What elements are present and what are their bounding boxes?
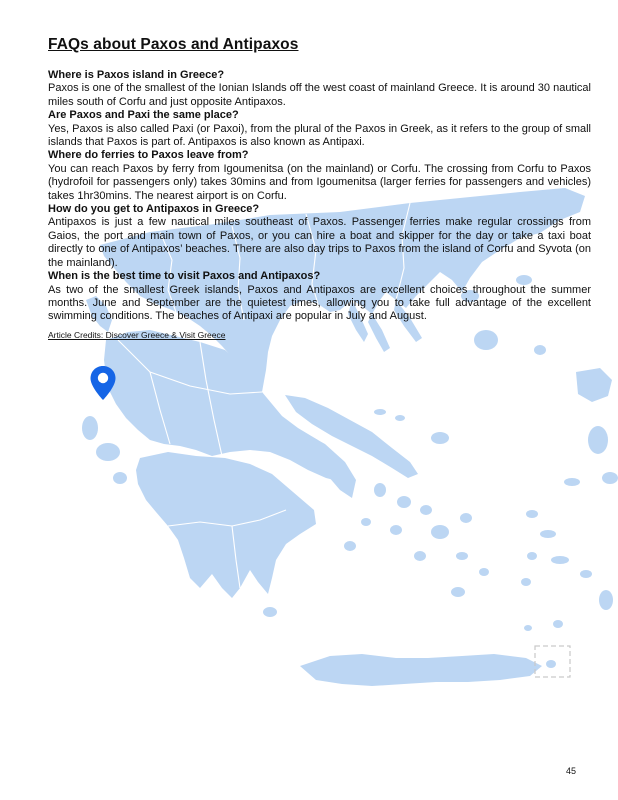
faq-question: Where do ferries to Paxos leave from? — [48, 149, 249, 162]
faq-answer: Yes, Paxos is also called Paxi (or Paxoi), from the plural of the Paxos in Greek, as it refers to the group of small islands that Paxos is part of. Antipaxos is also known as Antipaxi. — [48, 122, 591, 149]
faq-question: When is the best time to visit Paxos and Antipaxos? — [48, 270, 321, 283]
article-credits-link[interactable]: Article Credits: Discover Greece & Visit Greece — [48, 330, 226, 340]
page-number: 45 — [566, 766, 577, 776]
faq-question: Are Paxos and Paxi the same place? — [48, 109, 239, 122]
faq-answer: As two of the smallest Greek islands, Paxos and Antipaxos are excellent choices throughout the summer months. June and September are the quietest times, allowing you to take full advantage of the excellent swimming conditions. The beaches of Antipaxi are popular in July and August. — [48, 283, 591, 323]
faq-answer: Antipaxos is just a few nautical miles southeast of Paxos. Passenger ferries make regular crossings from Gaios, the port and main town of Paxos, or you can hire a boat and skipper for the day or take a taxi boat directly to one of Antipaxos’ beaches. There are also day trips to Paxos from the island of Corfu and Syvota (on the mainland). — [48, 216, 591, 269]
faq-answer: Paxos is one of the smallest of the Ionian Islands off the west coast of mainland Greece. It is around 30 nautical miles south of Corfu and just opposite Antipaxos. — [48, 82, 591, 108]
faq-section — [48, 36, 591, 324]
map-pin-icon — [89, 365, 117, 401]
faq-question: How do you get to Antipaxos in Greece? — [48, 203, 260, 216]
faq-answer: You can reach Paxos by ferry from Igoumenitsa (on the mainland) or Corfu. The crossing from Corfu to Paxos (hydrofoil for passengers only) takes 30mins and from Igoumenitsa (larger ferries for passengers and vehicles) takes 1hr30mins. The nearest airport is on Corfu. — [48, 162, 591, 202]
faq-question: Where is Paxos island in Greece? — [48, 69, 225, 81]
page-title: FAQs about Paxos and Antipaxos — [48, 36, 299, 53]
map-crete — [300, 654, 542, 686]
